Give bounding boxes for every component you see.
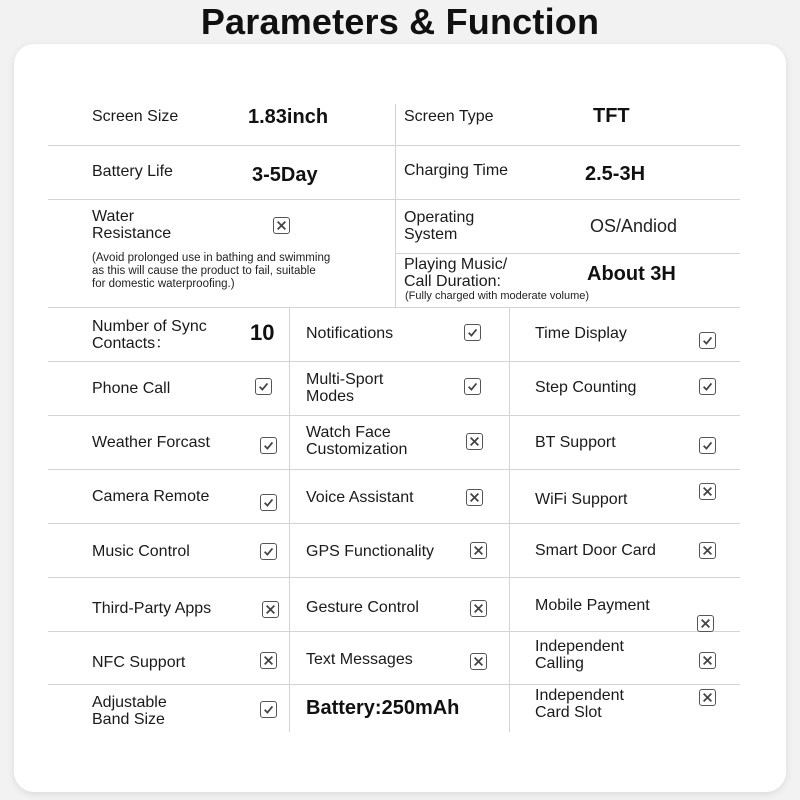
row-divider [48, 145, 740, 146]
adjustable-band-label: Adjustable Band Size [92, 694, 167, 728]
column-divider [289, 307, 290, 732]
cross-icon [699, 483, 716, 500]
row-divider [48, 469, 740, 470]
bt-support-label: BT Support [535, 434, 616, 451]
music-duration-value: About 3H [587, 263, 676, 285]
voice-assistant-label: Voice Assistant [306, 489, 414, 506]
cross-icon [699, 689, 716, 706]
check-icon [260, 543, 277, 560]
step-counting-label: Step Counting [535, 379, 637, 396]
row-divider [48, 577, 740, 578]
row-divider [48, 199, 740, 200]
cross-icon [699, 652, 716, 669]
multi-sport-label: Multi-Sport Modes [306, 371, 384, 405]
text-messages-label: Text Messages [306, 651, 413, 668]
music-control-label: Music Control [92, 543, 190, 560]
charging-time-label: Charging Time [404, 162, 509, 179]
phone-call-label: Phone Call [92, 380, 171, 397]
mobile-payment-label: Mobile Payment [535, 597, 650, 614]
cross-icon [470, 653, 487, 670]
check-icon [255, 378, 272, 395]
operating-system-value: OS/Andiod [590, 216, 678, 236]
check-icon [260, 437, 277, 454]
check-icon [464, 324, 481, 341]
check-icon [699, 378, 716, 395]
independent-card-slot-label: Independent Card Slot [535, 687, 624, 721]
column-divider [395, 104, 396, 307]
spec-card [14, 44, 786, 792]
check-icon [464, 378, 481, 395]
screen-size-value: 1.83inch [248, 106, 329, 128]
music-duration-label: Playing Music/ Call Duration: [404, 256, 508, 290]
weather-forcast-label: Weather Forcast [92, 434, 210, 451]
notifications-label: Notifications [306, 325, 394, 342]
row-divider [48, 684, 740, 685]
row-divider [48, 307, 740, 308]
cross-icon [466, 489, 483, 506]
row-divider [48, 631, 740, 632]
music-duration-note: (Fully charged with moderate volume) [405, 290, 590, 302]
sync-contacts-label: Number of Sync Contacts： [92, 318, 207, 352]
smart-door-card-label: Smart Door Card [535, 542, 656, 559]
time-display-label: Time Display [535, 325, 627, 342]
gesture-control-label: Gesture Control [306, 599, 419, 616]
battery-life-value: 3-5Day [252, 164, 318, 186]
page-title: Parameters & Function [200, 1, 600, 42]
sync-contacts-value: 10 [250, 320, 275, 345]
check-icon [260, 701, 277, 718]
camera-remote-label: Camera Remote [92, 488, 210, 505]
cross-icon [262, 601, 279, 618]
cross-icon [470, 542, 487, 559]
cross-icon [699, 542, 716, 559]
watch-face-label: Watch Face Customization [306, 424, 408, 458]
cross-icon [273, 217, 290, 234]
check-icon [260, 494, 277, 511]
screen-type-value: TFT [593, 105, 630, 127]
row-divider [48, 523, 740, 524]
operating-system-label: Operating System [404, 209, 475, 243]
independent-calling-label: Independent Calling [535, 638, 624, 672]
row-divider [48, 361, 740, 362]
row-divider [48, 415, 740, 416]
cross-icon [470, 600, 487, 617]
screen-type-label: Screen Type [404, 108, 494, 125]
gps-functionality-label: GPS Functionality [306, 543, 435, 560]
cross-icon [260, 652, 277, 669]
battery-life-label: Battery Life [92, 163, 173, 180]
cross-icon [466, 433, 483, 450]
check-icon [699, 437, 716, 454]
screen-size-label: Screen Size [92, 108, 179, 125]
battery-capacity: Battery:250mAh [306, 697, 460, 719]
wifi-support-label: WiFi Support [535, 491, 628, 508]
nfc-support-label: NFC Support [92, 654, 186, 671]
charging-time-value: 2.5-3H [585, 163, 646, 185]
check-icon [699, 332, 716, 349]
water-resistance-label: Water Resistance [92, 208, 172, 242]
row-divider [395, 253, 740, 254]
third-party-apps-label: Third-Party Apps [92, 600, 212, 617]
column-divider [509, 307, 510, 732]
water-resistance-note: (Avoid prolonged use in bathing and swimming as this will cause the product to fail, suitable for domestic waterproofing.) [92, 252, 331, 290]
cross-icon [697, 615, 714, 632]
